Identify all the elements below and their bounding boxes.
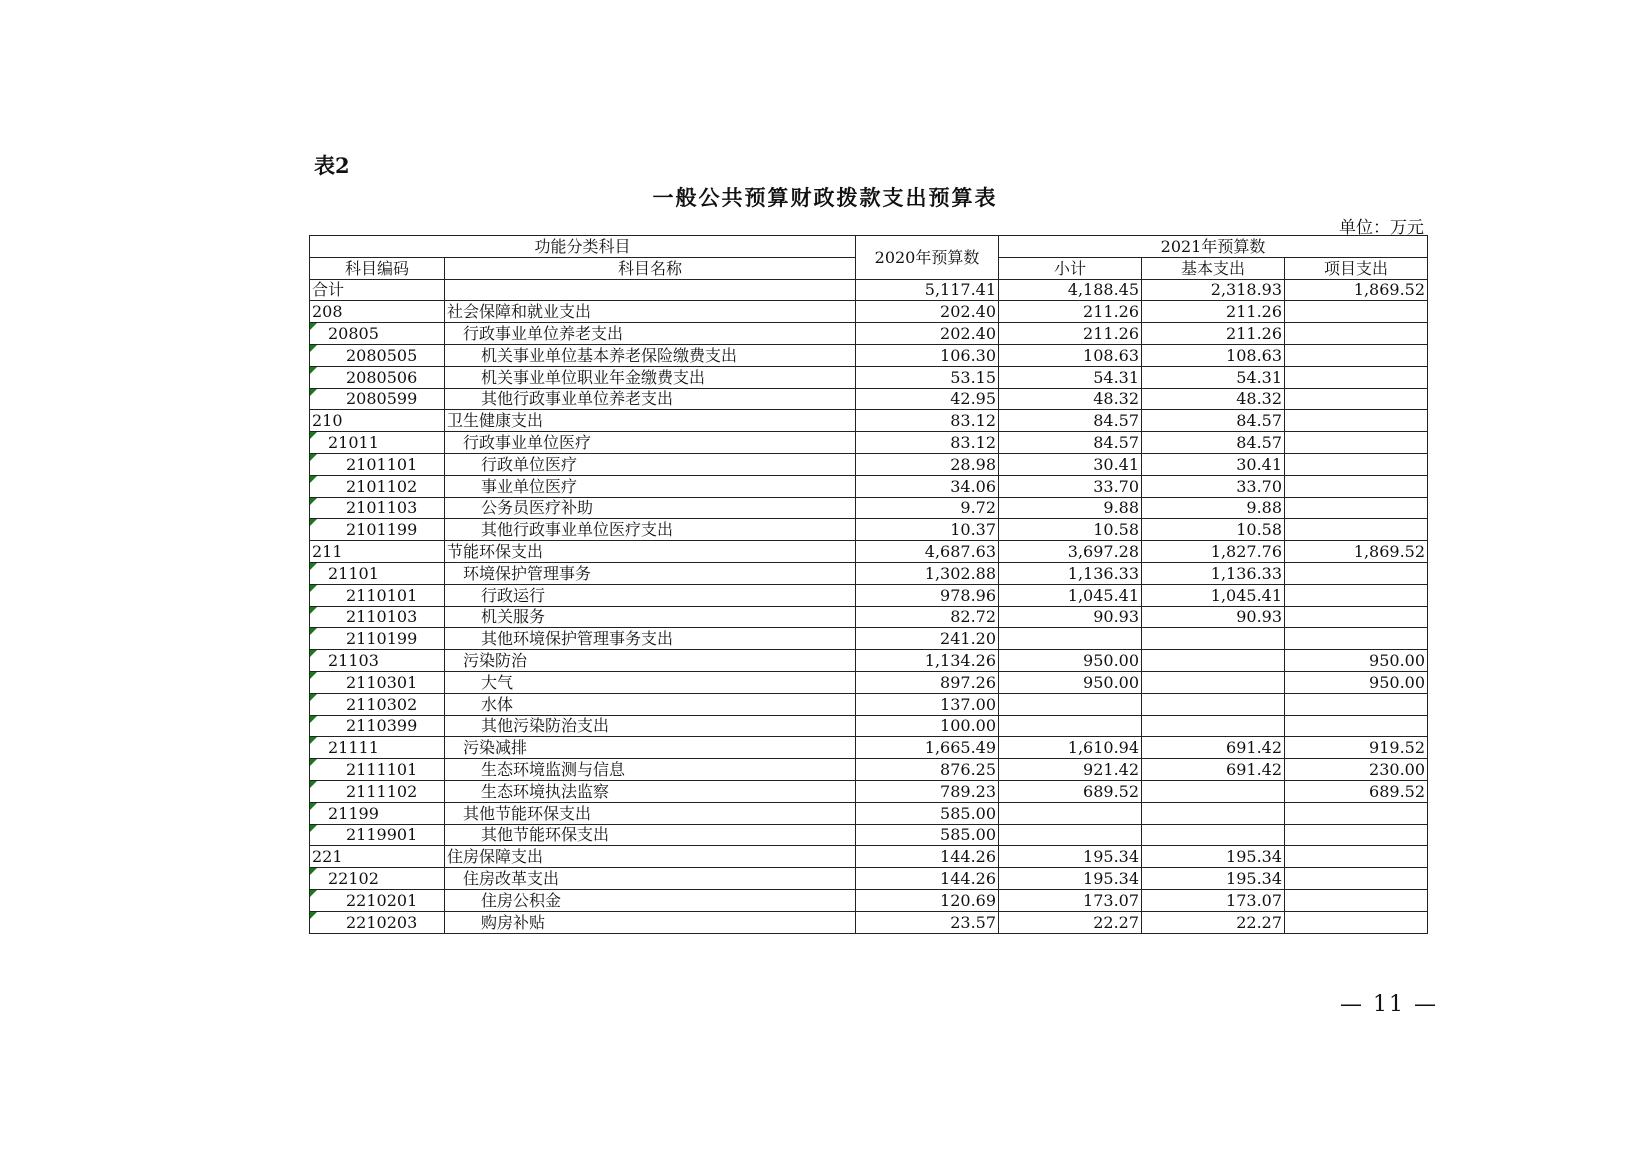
cell-project bbox=[1285, 868, 1428, 890]
table-row bbox=[310, 824, 1428, 846]
cell-subtotal: 33.70 bbox=[999, 475, 1142, 497]
cell-subtotal: 54.31 bbox=[999, 366, 1142, 388]
header-category: 功能分类科目 bbox=[310, 236, 856, 258]
cell-code-text: 221 bbox=[312, 847, 343, 867]
cell-name: 其他行政事业单位养老支出 bbox=[445, 388, 856, 410]
cell-name: 住房保障支出 bbox=[445, 846, 856, 868]
cell-basic: 691.42 bbox=[1142, 759, 1285, 781]
cell-marker-icon bbox=[310, 389, 317, 396]
cell-name: 行政运行 bbox=[445, 584, 856, 606]
cell-subtotal bbox=[999, 715, 1142, 737]
cell-code-text: 2110101 bbox=[346, 585, 418, 605]
cell-project bbox=[1285, 453, 1428, 475]
cell-marker-icon bbox=[310, 454, 317, 461]
cell-project: 919.52 bbox=[1285, 737, 1428, 759]
cell-project bbox=[1285, 497, 1428, 519]
table-row bbox=[310, 650, 1428, 672]
cell-code-text: 2101102 bbox=[346, 476, 418, 496]
header-code: 科目编码 bbox=[310, 257, 445, 279]
header-budget-2020: 2020年预算数 bbox=[856, 236, 999, 280]
table-row bbox=[310, 584, 1428, 606]
cell-code bbox=[310, 868, 445, 890]
table-row bbox=[310, 323, 1428, 345]
cell-name: 其他环境保护管理事务支出 bbox=[445, 628, 856, 650]
cell-budget-2020: 5,117.41 bbox=[856, 279, 999, 301]
cell-code bbox=[310, 541, 445, 563]
cell-subtotal: 950.00 bbox=[999, 650, 1142, 672]
cell-basic: 10.58 bbox=[1142, 519, 1285, 541]
table-body bbox=[310, 279, 1428, 933]
table-row bbox=[310, 432, 1428, 454]
cell-name: 行政事业单位医疗 bbox=[445, 432, 856, 454]
cell-code bbox=[310, 889, 445, 911]
table-row bbox=[310, 366, 1428, 388]
cell-subtotal: 950.00 bbox=[999, 671, 1142, 693]
cell-project bbox=[1285, 693, 1428, 715]
cell-budget-2020: 1,134.26 bbox=[856, 650, 999, 672]
cell-subtotal: 30.41 bbox=[999, 453, 1142, 475]
cell-code bbox=[310, 519, 445, 541]
cell-name: 环境保护管理事务 bbox=[445, 562, 856, 584]
cell-code bbox=[310, 650, 445, 672]
table-row bbox=[310, 541, 1428, 563]
cell-budget-2020: 28.98 bbox=[856, 453, 999, 475]
cell-subtotal: 211.26 bbox=[999, 323, 1142, 345]
cell-code-text: 2080599 bbox=[346, 389, 418, 409]
cell-code-text: 208 bbox=[312, 302, 343, 322]
cell-subtotal: 1,136.33 bbox=[999, 562, 1142, 584]
cell-code-text: 2119901 bbox=[346, 825, 418, 845]
cell-code bbox=[310, 628, 445, 650]
cell-code bbox=[310, 366, 445, 388]
cell-name: 其他节能环保支出 bbox=[445, 802, 856, 824]
cell-project bbox=[1285, 628, 1428, 650]
cell-code bbox=[310, 846, 445, 868]
cell-marker-icon bbox=[310, 367, 317, 374]
table-row bbox=[310, 410, 1428, 432]
cell-code bbox=[310, 693, 445, 715]
cell-code bbox=[310, 432, 445, 454]
cell-code-text: 2110199 bbox=[346, 629, 418, 649]
cell-basic: 108.63 bbox=[1142, 344, 1285, 366]
cell-code-text: 2101103 bbox=[346, 498, 418, 518]
cell-project bbox=[1285, 824, 1428, 846]
cell-code-text: 2080506 bbox=[346, 367, 418, 387]
cell-budget-2020: 202.40 bbox=[856, 301, 999, 323]
cell-budget-2020: 100.00 bbox=[856, 715, 999, 737]
table-row bbox=[310, 388, 1428, 410]
table-row bbox=[310, 497, 1428, 519]
cell-code-text: 21103 bbox=[328, 651, 379, 671]
cell-budget-2020: 82.72 bbox=[856, 606, 999, 628]
cell-basic: 691.42 bbox=[1142, 737, 1285, 759]
cell-marker-icon bbox=[310, 868, 317, 875]
page-title: 一般公共预算财政拨款支出预算表 bbox=[652, 185, 998, 210]
cell-project bbox=[1285, 911, 1428, 933]
cell-budget-2020: 1,665.49 bbox=[856, 737, 999, 759]
table-row bbox=[310, 344, 1428, 366]
cell-code bbox=[310, 737, 445, 759]
cell-name: 其他行政事业单位医疗支出 bbox=[445, 519, 856, 541]
unit-label: 单位：万元 bbox=[1339, 218, 1424, 238]
cell-code-text: 2080505 bbox=[346, 345, 418, 365]
cell-code-text: 21111 bbox=[328, 738, 379, 758]
cell-code-text: 2101199 bbox=[346, 520, 418, 540]
cell-basic: 211.26 bbox=[1142, 323, 1285, 345]
cell-budget-2020: 137.00 bbox=[856, 693, 999, 715]
cell-project bbox=[1285, 301, 1428, 323]
cell-project: 950.00 bbox=[1285, 650, 1428, 672]
cell-name: 行政事业单位养老支出 bbox=[445, 323, 856, 345]
cell-subtotal: 90.93 bbox=[999, 606, 1142, 628]
cell-basic bbox=[1142, 671, 1285, 693]
table-label: 表2 bbox=[314, 153, 350, 178]
cell-basic: 48.32 bbox=[1142, 388, 1285, 410]
cell-code bbox=[310, 497, 445, 519]
cell-marker-icon bbox=[310, 476, 317, 483]
cell-marker-icon bbox=[310, 498, 317, 505]
cell-code bbox=[310, 671, 445, 693]
cell-name bbox=[445, 279, 856, 301]
table-row bbox=[310, 671, 1428, 693]
table-row bbox=[310, 562, 1428, 584]
cell-code-text: 2110301 bbox=[346, 672, 418, 692]
cell-subtotal bbox=[999, 628, 1142, 650]
header-project: 项目支出 bbox=[1285, 257, 1428, 279]
cell-code-text: 2101101 bbox=[346, 454, 418, 474]
cell-code-text: 20805 bbox=[328, 324, 379, 344]
cell-budget-2020: 4,687.63 bbox=[856, 541, 999, 563]
table-row bbox=[310, 628, 1428, 650]
cell-subtotal: 689.52 bbox=[999, 780, 1142, 802]
cell-marker-icon bbox=[310, 716, 317, 723]
table-row bbox=[310, 715, 1428, 737]
table-row bbox=[310, 301, 1428, 323]
cell-name: 公务员医疗补助 bbox=[445, 497, 856, 519]
cell-basic: 84.57 bbox=[1142, 432, 1285, 454]
cell-basic: 173.07 bbox=[1142, 889, 1285, 911]
cell-marker-icon bbox=[310, 345, 317, 352]
cell-code-text: 2210201 bbox=[346, 890, 418, 910]
cell-basic: 54.31 bbox=[1142, 366, 1285, 388]
table-row bbox=[310, 737, 1428, 759]
table-row bbox=[310, 693, 1428, 715]
table-row bbox=[310, 780, 1428, 802]
cell-code bbox=[310, 388, 445, 410]
cell-code bbox=[310, 562, 445, 584]
cell-basic: 1,827.76 bbox=[1142, 541, 1285, 563]
cell-marker-icon bbox=[310, 650, 317, 657]
cell-basic: 211.26 bbox=[1142, 301, 1285, 323]
cell-marker-icon bbox=[310, 694, 317, 701]
cell-project: 689.52 bbox=[1285, 780, 1428, 802]
cell-basic: 2,318.93 bbox=[1142, 279, 1285, 301]
cell-subtotal: 3,697.28 bbox=[999, 541, 1142, 563]
cell-code-text: 210 bbox=[312, 411, 343, 431]
cell-basic: 84.57 bbox=[1142, 410, 1285, 432]
cell-code bbox=[310, 584, 445, 606]
cell-basic bbox=[1142, 650, 1285, 672]
cell-code bbox=[310, 802, 445, 824]
table-row bbox=[310, 475, 1428, 497]
cell-code-text: 21199 bbox=[328, 803, 379, 823]
cell-basic: 195.34 bbox=[1142, 846, 1285, 868]
cell-name: 卫生健康支出 bbox=[445, 410, 856, 432]
cell-subtotal: 211.26 bbox=[999, 301, 1142, 323]
cell-project bbox=[1285, 562, 1428, 584]
cell-budget-2020: 23.57 bbox=[856, 911, 999, 933]
cell-marker-icon bbox=[310, 781, 317, 788]
cell-name: 社会保障和就业支出 bbox=[445, 301, 856, 323]
cell-code-text: 2110103 bbox=[346, 607, 418, 627]
cell-project: 1,869.52 bbox=[1285, 279, 1428, 301]
cell-project bbox=[1285, 889, 1428, 911]
cell-basic bbox=[1142, 693, 1285, 715]
cell-budget-2020: 144.26 bbox=[856, 846, 999, 868]
cell-code bbox=[310, 911, 445, 933]
cell-code bbox=[310, 475, 445, 497]
cell-code-text: 2110302 bbox=[346, 694, 418, 714]
cell-budget-2020: 1,302.88 bbox=[856, 562, 999, 584]
cell-name: 节能环保支出 bbox=[445, 541, 856, 563]
cell-basic: 9.88 bbox=[1142, 497, 1285, 519]
cell-project bbox=[1285, 584, 1428, 606]
cell-budget-2020: 241.20 bbox=[856, 628, 999, 650]
cell-subtotal: 921.42 bbox=[999, 759, 1142, 781]
cell-project bbox=[1285, 715, 1428, 737]
cell-code bbox=[310, 759, 445, 781]
cell-subtotal: 195.34 bbox=[999, 846, 1142, 868]
cell-budget-2020: 106.30 bbox=[856, 344, 999, 366]
cell-project bbox=[1285, 432, 1428, 454]
cell-name: 生态环境监测与信息 bbox=[445, 759, 856, 781]
cell-code bbox=[310, 780, 445, 802]
cell-name: 购房补贴 bbox=[445, 911, 856, 933]
cell-name: 住房改革支出 bbox=[445, 868, 856, 890]
cell-project: 950.00 bbox=[1285, 671, 1428, 693]
cell-project bbox=[1285, 323, 1428, 345]
cell-basic: 1,045.41 bbox=[1142, 584, 1285, 606]
cell-project: 230.00 bbox=[1285, 759, 1428, 781]
table-row bbox=[310, 889, 1428, 911]
cell-code bbox=[310, 301, 445, 323]
cell-basic bbox=[1142, 802, 1285, 824]
cell-subtotal bbox=[999, 802, 1142, 824]
cell-project: 1,869.52 bbox=[1285, 541, 1428, 563]
cell-budget-2020: 9.72 bbox=[856, 497, 999, 519]
cell-budget-2020: 34.06 bbox=[856, 475, 999, 497]
cell-code bbox=[310, 344, 445, 366]
cell-basic bbox=[1142, 628, 1285, 650]
cell-marker-icon bbox=[310, 672, 317, 679]
cell-budget-2020: 897.26 bbox=[856, 671, 999, 693]
cell-subtotal: 22.27 bbox=[999, 911, 1142, 933]
cell-marker-icon bbox=[310, 432, 317, 439]
budget-table bbox=[309, 235, 1428, 934]
cell-name: 生态环境执法监察 bbox=[445, 780, 856, 802]
cell-name: 大气 bbox=[445, 671, 856, 693]
cell-name: 机关服务 bbox=[445, 606, 856, 628]
cell-marker-icon bbox=[310, 759, 317, 766]
cell-basic: 195.34 bbox=[1142, 868, 1285, 890]
cell-code-text: 2111101 bbox=[346, 760, 418, 780]
cell-marker-icon bbox=[310, 628, 317, 635]
cell-subtotal: 1,610.94 bbox=[999, 737, 1142, 759]
cell-basic: 90.93 bbox=[1142, 606, 1285, 628]
cell-budget-2020: 978.96 bbox=[856, 584, 999, 606]
cell-name: 污染防治 bbox=[445, 650, 856, 672]
cell-subtotal: 84.57 bbox=[999, 432, 1142, 454]
cell-code-text: 21011 bbox=[328, 433, 379, 453]
cell-name: 污染减排 bbox=[445, 737, 856, 759]
cell-marker-icon bbox=[310, 519, 317, 526]
cell-basic bbox=[1142, 715, 1285, 737]
cell-name: 住房公积金 bbox=[445, 889, 856, 911]
cell-subtotal bbox=[999, 824, 1142, 846]
cell-budget-2020: 42.95 bbox=[856, 388, 999, 410]
cell-project bbox=[1285, 802, 1428, 824]
table-row bbox=[310, 606, 1428, 628]
cell-name: 机关事业单位基本养老保险缴费支出 bbox=[445, 344, 856, 366]
cell-marker-icon bbox=[310, 607, 317, 614]
cell-subtotal: 48.32 bbox=[999, 388, 1142, 410]
cell-marker-icon bbox=[310, 737, 317, 744]
cell-basic: 30.41 bbox=[1142, 453, 1285, 475]
cell-name: 其他节能环保支出 bbox=[445, 824, 856, 846]
cell-subtotal: 108.63 bbox=[999, 344, 1142, 366]
cell-subtotal: 9.88 bbox=[999, 497, 1142, 519]
cell-budget-2020: 585.00 bbox=[856, 824, 999, 846]
cell-basic: 33.70 bbox=[1142, 475, 1285, 497]
cell-name: 行政单位医疗 bbox=[445, 453, 856, 475]
cell-subtotal: 84.57 bbox=[999, 410, 1142, 432]
cell-code-text: 2111102 bbox=[346, 781, 418, 801]
cell-marker-icon bbox=[310, 803, 317, 810]
header-budget-2021: 2021年预算数 bbox=[999, 236, 1428, 258]
cell-basic bbox=[1142, 780, 1285, 802]
cell-budget-2020: 789.23 bbox=[856, 780, 999, 802]
cell-project bbox=[1285, 366, 1428, 388]
cell-subtotal bbox=[999, 693, 1142, 715]
cell-code bbox=[310, 323, 445, 345]
cell-name: 水体 bbox=[445, 693, 856, 715]
table-row bbox=[310, 279, 1428, 301]
cell-code-text: 2110399 bbox=[346, 716, 418, 736]
cell-basic: 22.27 bbox=[1142, 911, 1285, 933]
table-row bbox=[310, 802, 1428, 824]
header-name: 科目名称 bbox=[445, 257, 856, 279]
page-number: — 11 — bbox=[1340, 992, 1438, 1017]
cell-budget-2020: 144.26 bbox=[856, 868, 999, 890]
cell-code-text: 21101 bbox=[328, 563, 379, 583]
cell-subtotal: 4,188.45 bbox=[999, 279, 1142, 301]
cell-name: 事业单位医疗 bbox=[445, 475, 856, 497]
table-row bbox=[310, 759, 1428, 781]
cell-budget-2020: 10.37 bbox=[856, 519, 999, 541]
cell-subtotal: 10.58 bbox=[999, 519, 1142, 541]
cell-project bbox=[1285, 475, 1428, 497]
table-row bbox=[310, 911, 1428, 933]
cell-marker-icon bbox=[310, 912, 317, 919]
cell-name: 机关事业单位职业年金缴费支出 bbox=[445, 366, 856, 388]
table-row bbox=[310, 846, 1428, 868]
header-subtotal: 小计 bbox=[999, 257, 1142, 279]
cell-code bbox=[310, 606, 445, 628]
cell-budget-2020: 83.12 bbox=[856, 432, 999, 454]
header-basic: 基本支出 bbox=[1142, 257, 1285, 279]
cell-marker-icon bbox=[310, 323, 317, 330]
cell-budget-2020: 202.40 bbox=[856, 323, 999, 345]
cell-name: 其他污染防治支出 bbox=[445, 715, 856, 737]
header-row-top bbox=[310, 236, 1428, 258]
cell-marker-icon bbox=[310, 890, 317, 897]
cell-subtotal: 173.07 bbox=[999, 889, 1142, 911]
cell-project bbox=[1285, 606, 1428, 628]
cell-project bbox=[1285, 846, 1428, 868]
cell-code-text: 合计 bbox=[312, 280, 345, 300]
cell-project bbox=[1285, 410, 1428, 432]
cell-code-text: 211 bbox=[312, 542, 343, 562]
cell-subtotal: 1,045.41 bbox=[999, 584, 1142, 606]
cell-project bbox=[1285, 388, 1428, 410]
table-row bbox=[310, 453, 1428, 475]
table-row bbox=[310, 519, 1428, 541]
cell-project bbox=[1285, 519, 1428, 541]
cell-code-text: 22102 bbox=[328, 869, 379, 888]
cell-budget-2020: 120.69 bbox=[856, 889, 999, 911]
cell-code bbox=[310, 279, 445, 301]
cell-budget-2020: 83.12 bbox=[856, 410, 999, 432]
cell-code bbox=[310, 824, 445, 846]
cell-code bbox=[310, 453, 445, 475]
cell-marker-icon bbox=[310, 825, 317, 832]
cell-marker-icon bbox=[310, 585, 317, 592]
cell-basic: 1,136.33 bbox=[1142, 562, 1285, 584]
cell-budget-2020: 585.00 bbox=[856, 802, 999, 824]
cell-subtotal: 195.34 bbox=[999, 868, 1142, 890]
cell-project bbox=[1285, 344, 1428, 366]
cell-budget-2020: 876.25 bbox=[856, 759, 999, 781]
cell-budget-2020: 53.15 bbox=[856, 366, 999, 388]
cell-code bbox=[310, 410, 445, 432]
table-row bbox=[310, 868, 1428, 890]
cell-code bbox=[310, 715, 445, 737]
cell-marker-icon bbox=[310, 563, 317, 570]
cell-basic bbox=[1142, 824, 1285, 846]
cell-code-text: 2210203 bbox=[346, 912, 418, 932]
